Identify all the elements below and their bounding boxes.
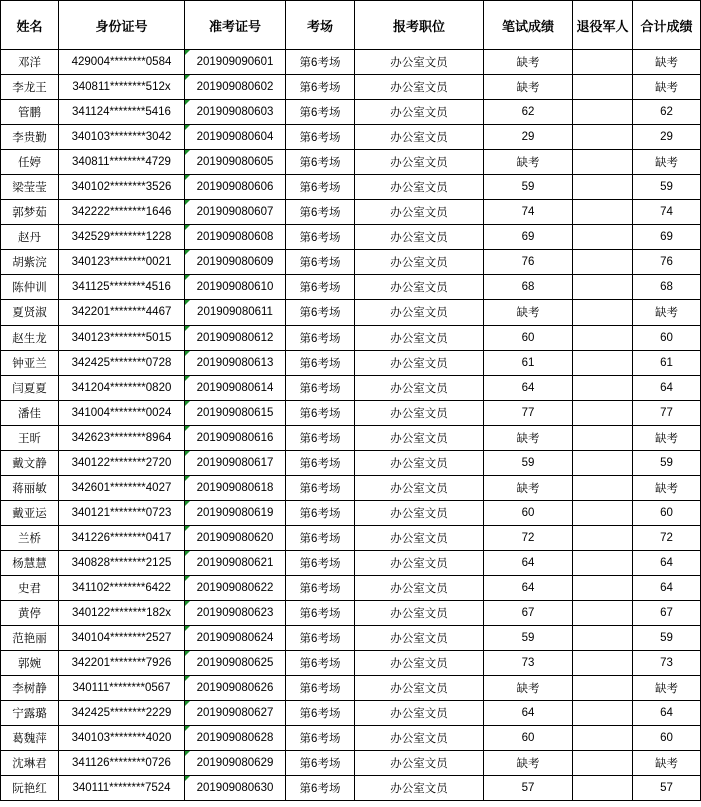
cell-written-score: 64 — [484, 375, 573, 400]
cell-id-number: 342529********1228 — [59, 225, 185, 250]
cell-written-score: 77 — [484, 400, 573, 425]
header-admission-no: 准考证号 — [185, 1, 286, 50]
table-row — [1, 225, 701, 250]
cell-name: 宁露璐 — [1, 701, 59, 726]
cell-admission-no: 201909080626 — [185, 676, 286, 701]
cell-position: 办公室文员 — [355, 400, 484, 425]
cell-position: 办公室文员 — [355, 500, 484, 525]
cell-admission-no: 201909080614 — [185, 375, 286, 400]
cell-written-score: 缺考 — [484, 150, 573, 175]
cell-veteran — [573, 701, 633, 726]
cell-veteran — [573, 525, 633, 550]
cell-written-score: 59 — [484, 626, 573, 651]
header-total-score: 合计成绩 — [633, 1, 701, 50]
cell-admission-no: 201909080613 — [185, 350, 286, 375]
cell-veteran — [573, 550, 633, 575]
cell-venue: 第6考场 — [286, 676, 355, 701]
cell-venue: 第6考场 — [286, 350, 355, 375]
cell-admission-no: 201909080611 — [185, 300, 286, 325]
cell-id-number: 342601********4027 — [59, 475, 185, 500]
cell-venue: 第6考场 — [286, 601, 355, 626]
cell-admission-no: 201909080625 — [185, 651, 286, 676]
cell-name: 阮艳红 — [1, 776, 59, 801]
cell-name: 邓洋 — [1, 50, 59, 75]
cell-venue: 第6考场 — [286, 75, 355, 100]
cell-id-number: 340103********3042 — [59, 125, 185, 150]
cell-total-score: 73 — [633, 651, 701, 676]
cell-position: 办公室文员 — [355, 325, 484, 350]
cell-venue: 第6考场 — [286, 100, 355, 125]
cell-id-number: 340122********2720 — [59, 450, 185, 475]
cell-venue: 第6考场 — [286, 375, 355, 400]
cell-written-score: 76 — [484, 250, 573, 275]
cell-name: 梁莹莹 — [1, 175, 59, 200]
cell-id-number: 342425********2229 — [59, 701, 185, 726]
cell-veteran — [573, 75, 633, 100]
cell-name: 葛魏萍 — [1, 726, 59, 751]
cell-admission-no: 201909080608 — [185, 225, 286, 250]
cell-venue: 第6考场 — [286, 450, 355, 475]
cell-total-score: 59 — [633, 450, 701, 475]
cell-written-score: 59 — [484, 450, 573, 475]
cell-total-score: 59 — [633, 175, 701, 200]
cell-venue: 第6考场 — [286, 525, 355, 550]
cell-venue: 第6考场 — [286, 300, 355, 325]
cell-total-score: 68 — [633, 275, 701, 300]
cell-admission-no: 201909080609 — [185, 250, 286, 275]
cell-veteran — [573, 325, 633, 350]
cell-position: 办公室文员 — [355, 450, 484, 475]
cell-total-score: 60 — [633, 500, 701, 525]
cell-id-number: 340102********3526 — [59, 175, 185, 200]
cell-id-number: 341124********5416 — [59, 100, 185, 125]
cell-venue: 第6考场 — [286, 575, 355, 600]
cell-admission-no: 201909080616 — [185, 425, 286, 450]
table-row — [1, 350, 701, 375]
cell-admission-no: 201909080604 — [185, 125, 286, 150]
cell-position: 办公室文员 — [355, 601, 484, 626]
cell-name: 任婷 — [1, 150, 59, 175]
table-row — [1, 676, 701, 701]
cell-venue: 第6考场 — [286, 175, 355, 200]
cell-admission-no: 201909080628 — [185, 726, 286, 751]
table-row — [1, 550, 701, 575]
cell-name: 戴文静 — [1, 450, 59, 475]
cell-veteran — [573, 726, 633, 751]
cell-id-number: 340811********4729 — [59, 150, 185, 175]
cell-admission-no: 201909080606 — [185, 175, 286, 200]
cell-admission-no: 201909080621 — [185, 550, 286, 575]
cell-position: 办公室文员 — [355, 150, 484, 175]
cell-position: 办公室文员 — [355, 350, 484, 375]
cell-id-number: 341126********0726 — [59, 751, 185, 776]
cell-venue: 第6考场 — [286, 500, 355, 525]
cell-position: 办公室文员 — [355, 726, 484, 751]
cell-veteran — [573, 375, 633, 400]
cell-veteran — [573, 250, 633, 275]
cell-position: 办公室文员 — [355, 525, 484, 550]
cell-name: 管鹏 — [1, 100, 59, 125]
cell-name: 钟亚兰 — [1, 350, 59, 375]
cell-total-score: 缺考 — [633, 50, 701, 75]
cell-veteran — [573, 150, 633, 175]
cell-veteran — [573, 275, 633, 300]
cell-admission-no: 201909080619 — [185, 500, 286, 525]
cell-veteran — [573, 400, 633, 425]
table-row — [1, 50, 701, 75]
table-row — [1, 400, 701, 425]
cell-name: 史君 — [1, 575, 59, 600]
cell-venue: 第6考场 — [286, 50, 355, 75]
cell-veteran — [573, 651, 633, 676]
cell-written-score: 69 — [484, 225, 573, 250]
cell-admission-no: 201909080612 — [185, 325, 286, 350]
cell-name: 夏贤淑 — [1, 300, 59, 325]
cell-position: 办公室文员 — [355, 425, 484, 450]
table-row — [1, 275, 701, 300]
cell-veteran — [573, 300, 633, 325]
cell-written-score: 57 — [484, 776, 573, 801]
cell-veteran — [573, 475, 633, 500]
table-header — [1, 1, 701, 50]
cell-name: 陈仲训 — [1, 275, 59, 300]
cell-venue: 第6考场 — [286, 225, 355, 250]
cell-admission-no: 201909080624 — [185, 626, 286, 651]
cell-total-score: 59 — [633, 626, 701, 651]
cell-position: 办公室文员 — [355, 50, 484, 75]
header-name: 姓名 — [1, 1, 59, 50]
cell-id-number: 342201********4467 — [59, 300, 185, 325]
cell-name: 潘佳 — [1, 400, 59, 425]
cell-admission-no: 201909080615 — [185, 400, 286, 425]
cell-total-score: 64 — [633, 550, 701, 575]
cell-total-score: 缺考 — [633, 75, 701, 100]
cell-position: 办公室文员 — [355, 125, 484, 150]
table-row — [1, 100, 701, 125]
cell-id-number: 340828********2125 — [59, 550, 185, 575]
cell-name: 黄停 — [1, 601, 59, 626]
cell-total-score: 61 — [633, 350, 701, 375]
cell-id-number: 340123********5015 — [59, 325, 185, 350]
cell-admission-no: 201909080627 — [185, 701, 286, 726]
table-row — [1, 150, 701, 175]
cell-written-score: 73 — [484, 651, 573, 676]
cell-id-number: 342201********7926 — [59, 651, 185, 676]
table-row — [1, 300, 701, 325]
cell-venue: 第6考场 — [286, 200, 355, 225]
cell-veteran — [573, 626, 633, 651]
table-row — [1, 776, 701, 801]
cell-written-score: 缺考 — [484, 50, 573, 75]
cell-total-score: 缺考 — [633, 475, 701, 500]
table-row — [1, 601, 701, 626]
cell-admission-no: 201909080629 — [185, 751, 286, 776]
cell-admission-no: 201909080630 — [185, 776, 286, 801]
table-row — [1, 751, 701, 776]
cell-admission-no: 201909080617 — [185, 450, 286, 475]
cell-written-score: 74 — [484, 200, 573, 225]
cell-admission-no: 201909080622 — [185, 575, 286, 600]
cell-venue: 第6考场 — [286, 325, 355, 350]
cell-total-score: 77 — [633, 400, 701, 425]
table-row — [1, 726, 701, 751]
cell-veteran — [573, 225, 633, 250]
cell-id-number: 342623********8964 — [59, 425, 185, 450]
cell-name: 李树静 — [1, 676, 59, 701]
cell-written-score: 68 — [484, 275, 573, 300]
cell-total-score: 缺考 — [633, 425, 701, 450]
cell-position: 办公室文员 — [355, 300, 484, 325]
cell-venue: 第6考场 — [286, 701, 355, 726]
cell-total-score: 缺考 — [633, 150, 701, 175]
table-row — [1, 500, 701, 525]
cell-written-score: 62 — [484, 100, 573, 125]
header-venue: 考场 — [286, 1, 355, 50]
cell-position: 办公室文员 — [355, 75, 484, 100]
cell-name: 沈琳君 — [1, 751, 59, 776]
cell-name: 蒋丽敏 — [1, 475, 59, 500]
cell-veteran — [573, 751, 633, 776]
cell-name: 郭梦茹 — [1, 200, 59, 225]
cell-written-score: 缺考 — [484, 75, 573, 100]
cell-veteran — [573, 575, 633, 600]
cell-admission-no: 201909080607 — [185, 200, 286, 225]
cell-total-score: 57 — [633, 776, 701, 801]
cell-written-score: 缺考 — [484, 475, 573, 500]
table-row — [1, 425, 701, 450]
cell-written-score: 67 — [484, 601, 573, 626]
cell-written-score: 64 — [484, 575, 573, 600]
cell-id-number: 340121********0723 — [59, 500, 185, 525]
cell-veteran — [573, 425, 633, 450]
cell-venue: 第6考场 — [286, 475, 355, 500]
header-written-score: 笔试成绩 — [484, 1, 573, 50]
cell-position: 办公室文员 — [355, 701, 484, 726]
cell-venue: 第6考场 — [286, 125, 355, 150]
cell-id-number: 340811********512x — [59, 75, 185, 100]
cell-written-score: 60 — [484, 325, 573, 350]
cell-total-score: 62 — [633, 100, 701, 125]
header-row — [1, 1, 701, 50]
cell-position: 办公室文员 — [355, 751, 484, 776]
cell-position: 办公室文员 — [355, 550, 484, 575]
cell-venue: 第6考场 — [286, 626, 355, 651]
header-veteran: 退役军人 — [573, 1, 633, 50]
cell-position: 办公室文员 — [355, 275, 484, 300]
header-id-number: 身份证号 — [59, 1, 185, 50]
cell-written-score: 60 — [484, 726, 573, 751]
cell-position: 办公室文员 — [355, 225, 484, 250]
cell-position: 办公室文员 — [355, 100, 484, 125]
cell-total-score: 72 — [633, 525, 701, 550]
table-row — [1, 525, 701, 550]
cell-name: 闫夏夏 — [1, 375, 59, 400]
cell-id-number: 341125********4516 — [59, 275, 185, 300]
cell-name: 胡紫浣 — [1, 250, 59, 275]
table-row — [1, 575, 701, 600]
cell-name: 郭婉 — [1, 651, 59, 676]
cell-name: 王昕 — [1, 425, 59, 450]
cell-admission-no: 201909080602 — [185, 75, 286, 100]
cell-written-score: 缺考 — [484, 751, 573, 776]
cell-name: 范艳丽 — [1, 626, 59, 651]
table-row — [1, 75, 701, 100]
cell-id-number: 340123********0021 — [59, 250, 185, 275]
cell-position: 办公室文员 — [355, 250, 484, 275]
cell-id-number: 340122********182x — [59, 601, 185, 626]
cell-total-score: 29 — [633, 125, 701, 150]
cell-total-score: 64 — [633, 575, 701, 600]
cell-id-number: 342222********1646 — [59, 200, 185, 225]
table-row — [1, 475, 701, 500]
cell-name: 李龙王 — [1, 75, 59, 100]
cell-veteran — [573, 450, 633, 475]
cell-venue: 第6考场 — [286, 776, 355, 801]
cell-position: 办公室文员 — [355, 475, 484, 500]
table-row — [1, 375, 701, 400]
cell-venue: 第6考场 — [286, 550, 355, 575]
cell-written-score: 72 — [484, 525, 573, 550]
cell-position: 办公室文员 — [355, 626, 484, 651]
table-row — [1, 651, 701, 676]
cell-venue: 第6考场 — [286, 425, 355, 450]
cell-admission-no: 201909080610 — [185, 275, 286, 300]
cell-veteran — [573, 676, 633, 701]
cell-position: 办公室文员 — [355, 375, 484, 400]
cell-position: 办公室文员 — [355, 200, 484, 225]
cell-veteran — [573, 100, 633, 125]
cell-id-number: 341102********6422 — [59, 575, 185, 600]
cell-veteran — [573, 175, 633, 200]
cell-venue: 第6考场 — [286, 751, 355, 776]
cell-name: 杨慧慧 — [1, 550, 59, 575]
cell-name: 李贵勤 — [1, 125, 59, 150]
table-row — [1, 626, 701, 651]
cell-total-score: 60 — [633, 325, 701, 350]
cell-id-number: 340111********0567 — [59, 676, 185, 701]
cell-veteran — [573, 500, 633, 525]
cell-total-score: 缺考 — [633, 300, 701, 325]
cell-venue: 第6考场 — [286, 250, 355, 275]
cell-id-number: 429004********0584 — [59, 50, 185, 75]
cell-id-number: 340111********7524 — [59, 776, 185, 801]
cell-venue: 第6考场 — [286, 150, 355, 175]
cell-venue: 第6考场 — [286, 400, 355, 425]
cell-written-score: 缺考 — [484, 300, 573, 325]
cell-total-score: 60 — [633, 726, 701, 751]
cell-written-score: 缺考 — [484, 676, 573, 701]
cell-position: 办公室文员 — [355, 175, 484, 200]
cell-veteran — [573, 50, 633, 75]
cell-total-score: 64 — [633, 701, 701, 726]
cell-veteran — [573, 200, 633, 225]
cell-total-score: 74 — [633, 200, 701, 225]
cell-veteran — [573, 601, 633, 626]
table-body — [1, 50, 701, 801]
cell-venue: 第6考场 — [286, 651, 355, 676]
cell-name: 兰桥 — [1, 525, 59, 550]
cell-total-score: 76 — [633, 250, 701, 275]
cell-written-score: 59 — [484, 175, 573, 200]
cell-veteran — [573, 776, 633, 801]
cell-venue: 第6考场 — [286, 726, 355, 751]
cell-written-score: 64 — [484, 701, 573, 726]
table-row — [1, 175, 701, 200]
cell-admission-no: 201909080623 — [185, 601, 286, 626]
cell-written-score: 61 — [484, 350, 573, 375]
cell-id-number: 340103********4020 — [59, 726, 185, 751]
cell-veteran — [573, 350, 633, 375]
header-position: 报考职位 — [355, 1, 484, 50]
cell-name: 赵生龙 — [1, 325, 59, 350]
cell-total-score: 69 — [633, 225, 701, 250]
cell-total-score: 67 — [633, 601, 701, 626]
cell-written-score: 29 — [484, 125, 573, 150]
cell-written-score: 64 — [484, 550, 573, 575]
cell-id-number: 341226********0417 — [59, 525, 185, 550]
cell-total-score: 缺考 — [633, 676, 701, 701]
cell-position: 办公室文员 — [355, 651, 484, 676]
table-row — [1, 200, 701, 225]
cell-id-number: 342425********0728 — [59, 350, 185, 375]
cell-position: 办公室文员 — [355, 776, 484, 801]
cell-name: 戴亚运 — [1, 500, 59, 525]
cell-total-score: 缺考 — [633, 751, 701, 776]
table-row — [1, 450, 701, 475]
cell-id-number: 341004********0024 — [59, 400, 185, 425]
cell-total-score: 64 — [633, 375, 701, 400]
cell-name: 赵丹 — [1, 225, 59, 250]
cell-position: 办公室文员 — [355, 575, 484, 600]
cell-admission-no: 201909080618 — [185, 475, 286, 500]
cell-written-score: 缺考 — [484, 425, 573, 450]
table-row — [1, 701, 701, 726]
cell-written-score: 60 — [484, 500, 573, 525]
table-row — [1, 325, 701, 350]
cell-veteran — [573, 125, 633, 150]
cell-admission-no: 201909080620 — [185, 525, 286, 550]
table-row — [1, 250, 701, 275]
cell-admission-no: 201909080603 — [185, 100, 286, 125]
cell-position: 办公室文员 — [355, 676, 484, 701]
cell-admission-no: 201909090601 — [185, 50, 286, 75]
table-row — [1, 125, 701, 150]
cell-id-number: 341204********0820 — [59, 375, 185, 400]
cell-venue: 第6考场 — [286, 275, 355, 300]
cell-id-number: 340104********2527 — [59, 626, 185, 651]
cell-admission-no: 201909080605 — [185, 150, 286, 175]
